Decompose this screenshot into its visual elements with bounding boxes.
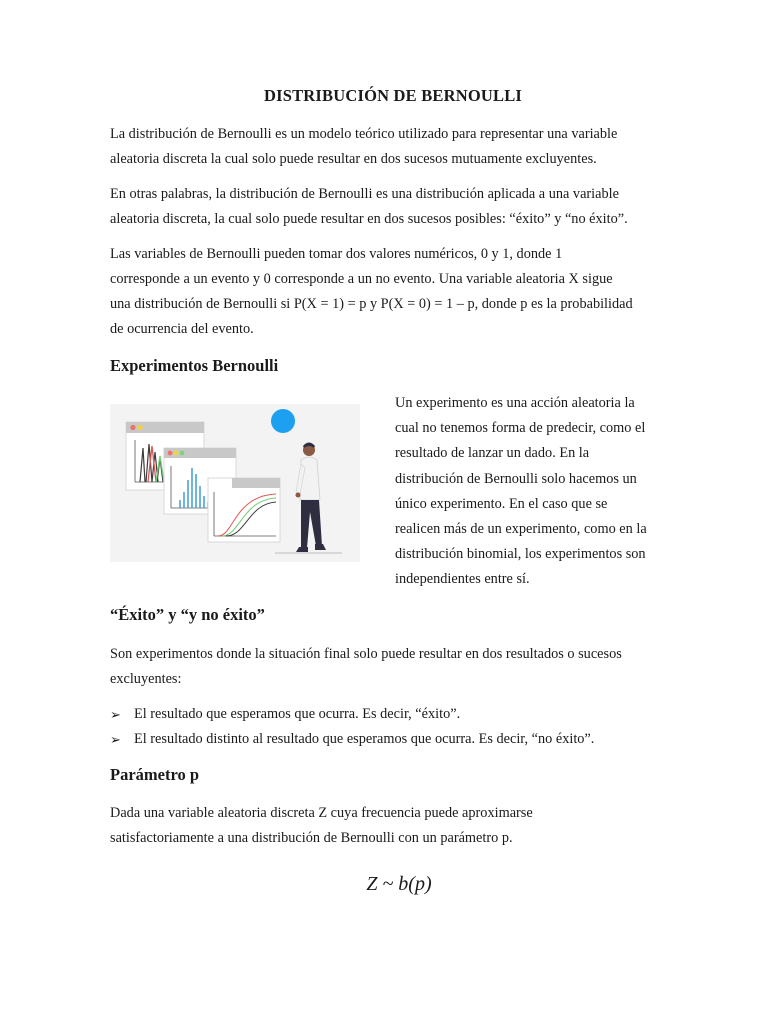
- bullet-text: El resultado que esperamos que ocurra. Es decir, “éxito”.: [134, 706, 461, 722]
- section-heading-experimentos: Experimentos Bernoulli: [110, 356, 279, 375]
- arrow-bullet-icon: ➢: [110, 732, 121, 747]
- arrow-bullet-icon: ➢: [110, 707, 121, 722]
- bernoulli-formula: Z ~ b(p): [366, 873, 432, 895]
- paragraph-2-line-2: aleatoria discreta, la cual solo puede resultar en dos sucesos posibles: “éxito” y “no éxito”.: [110, 211, 628, 227]
- experiment-line-4: distribución de Bernoulli solo hacemos un: [395, 470, 637, 487]
- bullet-item-no-exito: [110, 727, 595, 752]
- paragraph-3-line-4: de ocurrencia del evento.: [110, 321, 254, 337]
- paragraph-1-line-1: La distribución de Bernoulli es un modelo teórico utilizado para representar una variable: [110, 126, 618, 142]
- paragraph-3: [110, 242, 680, 342]
- parametro-paragraph: [110, 801, 680, 851]
- experiment-line-7: distribución binomial, los experimentos son: [395, 546, 646, 563]
- experiment-line-6: realicen más de un experimento, como en la: [395, 521, 647, 538]
- experiment-line-3: resultado de lanzar un dado. En la: [395, 445, 590, 462]
- exito-intro-line-1: Son experimentos donde la situación final solo puede resultar en dos resultados o sucesos: [110, 646, 622, 662]
- blue-circle-decoration: [271, 409, 295, 433]
- parametro-line-2: satisfactoriamente a una distribución de Bernoulli con un parámetro p.: [110, 830, 513, 846]
- data-analysis-illustration: [110, 396, 370, 568]
- parametro-line-1: Dada una variable aleatoria discreta Z cuya frecuencia puede aproximarse: [110, 805, 533, 821]
- window-minimize-dot: [137, 425, 142, 430]
- exito-intro: [110, 642, 680, 692]
- bullet-item-exito: [110, 702, 461, 727]
- bullet-text: El resultado distinto al resultado que esperamos que ocurra. Es decir, “no éxito”.: [134, 731, 595, 747]
- paragraph-2: [110, 182, 680, 232]
- window-close-dot: [130, 425, 135, 430]
- experiment-line-1: Un experimento es una acción aleatoria la: [395, 395, 635, 411]
- paragraph-1-line-2: aleatoria discreta la cual solo puede resultar en dos sucesos mutuamente excluyentes.: [110, 151, 597, 167]
- section-heading-parametro: Parámetro p: [110, 765, 200, 784]
- paragraph-1: [110, 122, 680, 172]
- paragraph-3-line-2: corresponde a un evento y 0 corresponde a un no evento. Una variable aleatoria X sigue: [110, 271, 613, 287]
- paragraph-3-line-1: Las variables de Bernoulli pueden tomar dos valores numéricos, 0 y 1, donde 1: [110, 246, 563, 262]
- page-title: DISTRIBUCIÓN DE BERNOULLI: [263, 86, 523, 105]
- paragraph-2-line-1: En otras palabras, la distribución de Bernoulli es una distribución aplicada a una variable: [110, 186, 619, 202]
- experiment-line-5: único experimento. En el caso que se: [395, 495, 608, 512]
- experiment-line-2: cual no tenemos forma de predecir, como el: [395, 420, 646, 437]
- exito-intro-line-2: excluyentes:: [110, 671, 182, 687]
- experiment-description: [395, 391, 685, 593]
- section-heading-exito: “Éxito” y “y no éxito”: [110, 605, 265, 624]
- experiment-line-8: independientes entre sí.: [395, 571, 530, 588]
- paragraph-3-line-3: una distribución de Bernoulli si P(X = 1) = p y P(X = 0) = 1 – p, donde p es la probabilidad: [110, 296, 633, 312]
